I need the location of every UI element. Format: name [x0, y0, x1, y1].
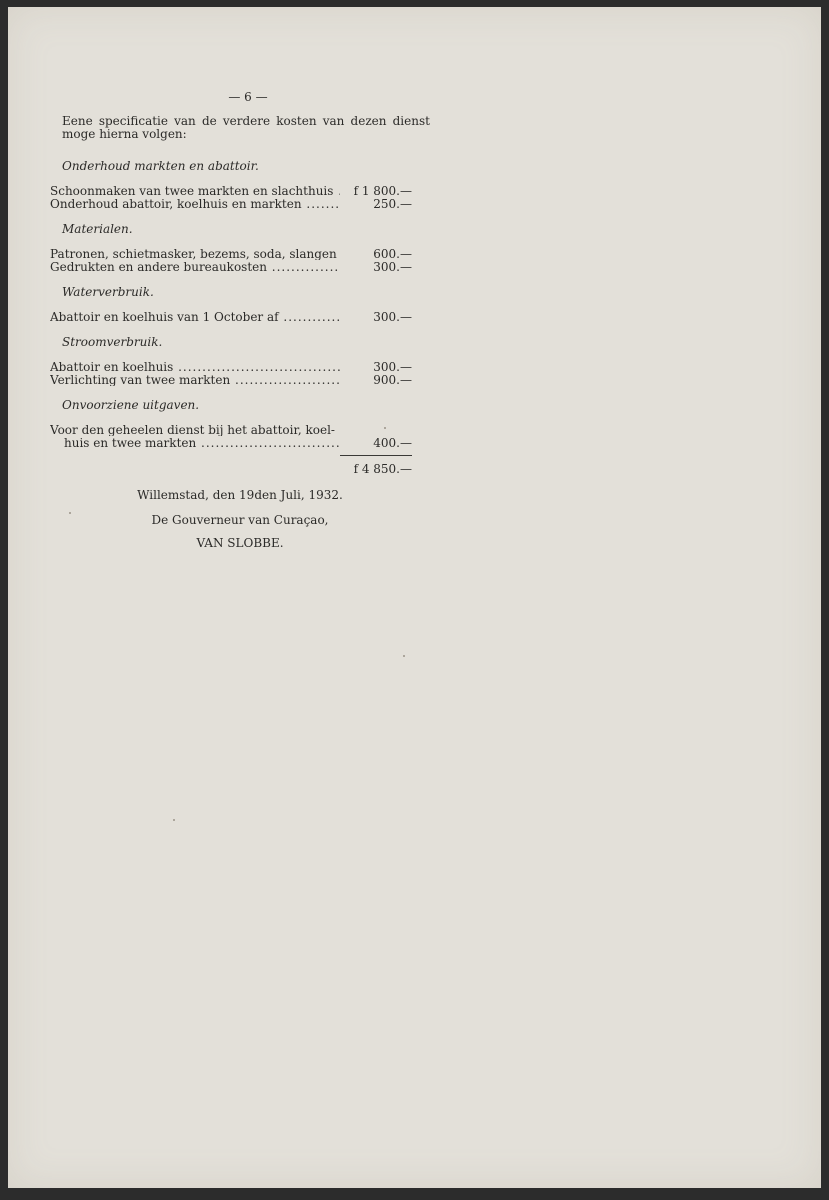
cost-description: Patronen, schietmasker, bezems, soda, slangen .....: [50, 248, 340, 260]
paper-speck: [384, 427, 386, 429]
section-heading: Waterverbruik.: [62, 285, 154, 299]
intro-word: specificatie: [98, 114, 168, 128]
signatory-title: De Gouverneur van Curaçao,: [151, 513, 329, 527]
cost-description: Gedrukten en andere bureaukosten .....: [50, 261, 340, 273]
cost-description: Verlichting van twee markten .....: [50, 374, 340, 386]
cost-amount: 300.—: [373, 310, 412, 324]
document-page: [8, 7, 821, 1188]
intro-word: van: [322, 114, 345, 128]
intro-word: dienst: [392, 114, 430, 128]
intro-line-2: moge hierna volgen:: [62, 127, 187, 141]
total-rule: [340, 455, 412, 456]
intro-word: dezen: [350, 114, 387, 128]
intro-word: kosten: [276, 114, 317, 128]
cost-description: Schoonmaken van twee markten en slachthuis .....: [50, 185, 340, 197]
intro-line-1: [62, 115, 430, 127]
section-heading: Onderhoud markten en abattoir.: [62, 159, 259, 173]
intro-word: Eene: [62, 114, 93, 128]
page-number: — 6 —: [228, 90, 268, 104]
cost-description: Onderhoud abattoir, koelhuis en markten .....: [50, 198, 340, 210]
intro-paragraph: [62, 115, 430, 140]
intro-word: verdere: [222, 114, 271, 128]
cost-amount: 400.—: [373, 436, 412, 450]
paper-speck: [173, 819, 175, 821]
cost-amount: 600.—: [373, 247, 412, 261]
paper-speck: [403, 655, 405, 657]
cost-amount: 250.—: [373, 197, 412, 211]
cost-description: Abattoir en koelhuis .....: [50, 361, 340, 373]
cost-description: Abattoir en koelhuis van 1 October af .....: [50, 311, 340, 323]
cost-amount: 300.—: [373, 360, 412, 374]
cost-description: huis en twee markten .....: [64, 437, 340, 449]
intro-word: van: [174, 114, 196, 128]
total-amount: f 4 850.—: [353, 462, 412, 476]
cost-amount: 300.—: [373, 260, 412, 274]
place-date: Willemstad, den 19den Juli, 1932.: [137, 488, 343, 502]
section-heading: Stroomverbruik.: [62, 335, 163, 349]
cost-amount: f 1 800.—: [353, 184, 412, 198]
paper-speck: [69, 512, 71, 514]
section-heading: Materialen.: [62, 222, 133, 236]
signatory-name: VAN SLOBBE.: [196, 536, 284, 550]
cost-description: Voor den geheelen dienst bij het abattoir, koel-: [50, 424, 335, 436]
section-heading: Onvoorziene uitgaven.: [62, 398, 200, 412]
cost-amount: 900.—: [373, 373, 412, 387]
intro-word: de: [201, 114, 217, 128]
